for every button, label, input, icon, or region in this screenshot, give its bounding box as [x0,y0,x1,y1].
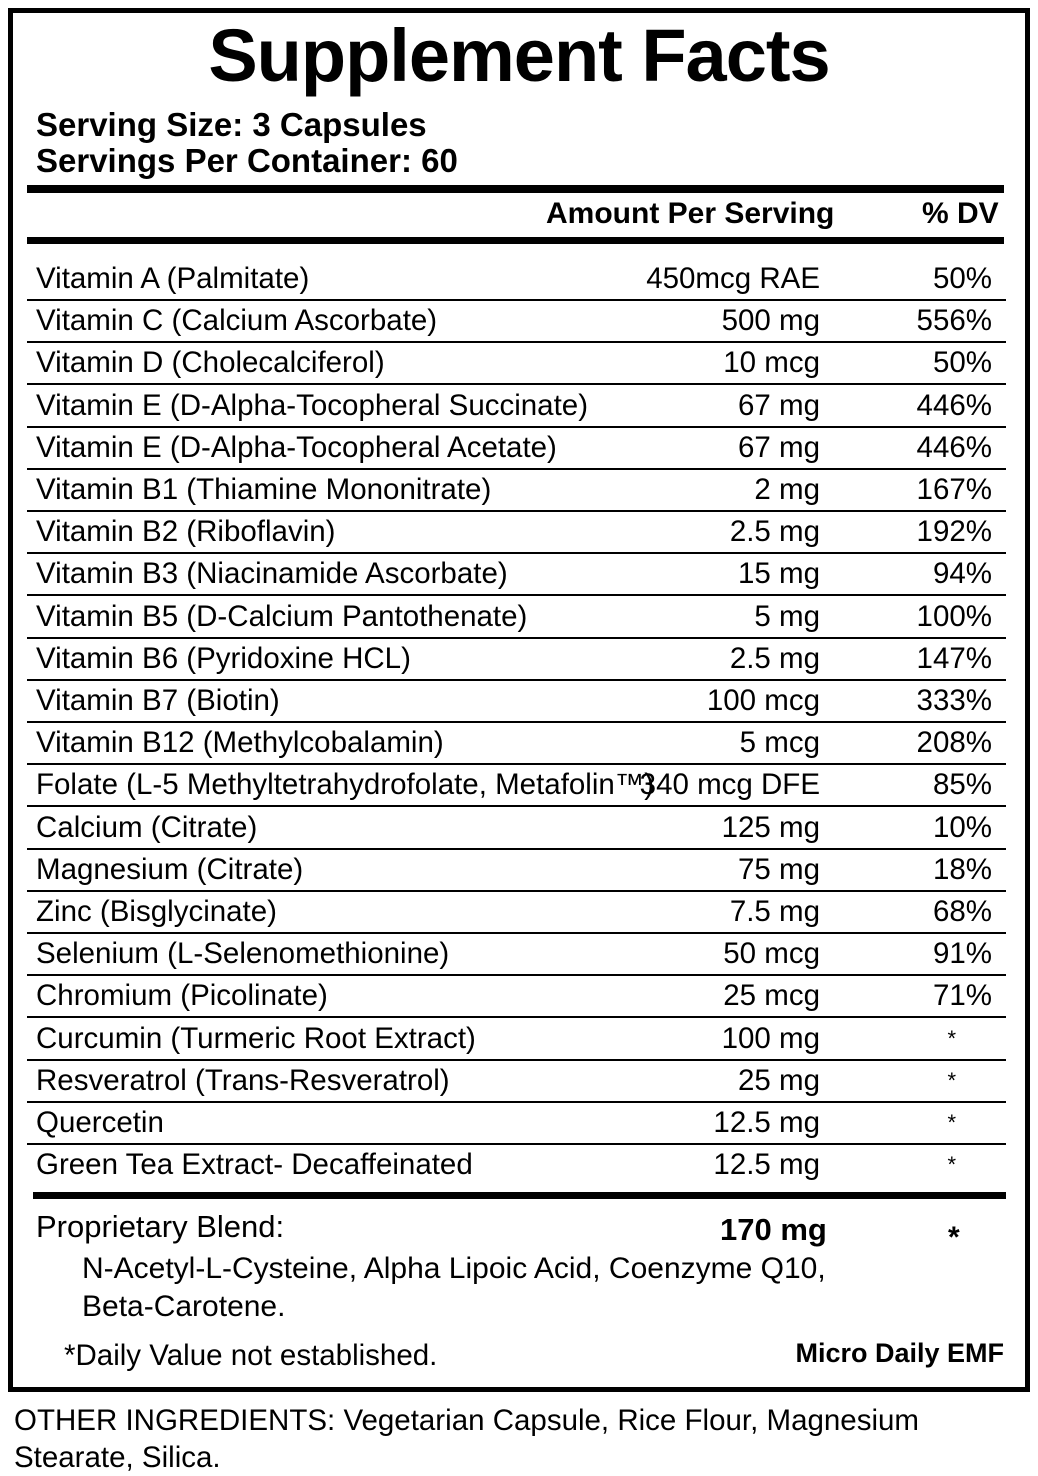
nutrient-amount: 7.5 mg [729,895,820,928]
table-row [27,343,1006,385]
nutrient-dv: * [947,1025,956,1051]
dv-column-header: % DV [922,197,999,230]
thick-divider-blend [33,1192,1006,1199]
nutrient-dv: * [947,1152,956,1178]
table-row [27,597,1006,639]
daily-value-footnote: *Daily Value not established. [64,1339,438,1372]
nutrient-amount: 500 mg [721,304,820,338]
nutrient-name: Vitamin B6 (Pyridoxine HCL) [36,641,411,675]
nutrient-name: Vitamin B1 (Thiamine Mononitrate) [36,473,492,506]
nutrient-name: Vitamin A (Palmitate) [36,262,310,295]
nutrient-amount: 125 mg [721,810,820,844]
nutrient-dv: 91% [932,937,992,971]
nutrient-dv: 68% [932,895,992,928]
nutrient-dv: 10% [932,810,992,844]
nutrient-amount: 10 mcg [723,346,820,380]
nutrient-amount: 100 mcg [706,684,820,717]
servings-per-container: Servings Per Container: 60 [36,142,458,179]
nutrient-dv: 167% [916,473,992,506]
nutrient-amount: 2.5 mg [729,515,820,549]
nutrient-name: Vitamin D (Cholecalciferol) [36,346,385,380]
nutrient-name: Vitamin C (Calcium Ascorbate) [36,304,438,338]
nutrient-name: Selenium (L-Selenomethionine) [36,937,450,971]
nutrient-dv: 100% [916,599,992,633]
table-row [27,808,1006,850]
table-row [27,1103,1006,1145]
table-row [27,1019,1006,1061]
nutrient-dv: 71% [932,979,992,1013]
blend-label: Proprietary Blend: [36,1209,285,1244]
nutrient-dv: 446% [916,430,992,464]
blend-amount: 170 mg [720,1212,827,1247]
nutrient-dv: 147% [916,641,992,675]
nutrient-name: Vitamin B12 (Methylcobalamin) [36,726,444,760]
nutrient-dv: * [947,1067,956,1093]
nutrient-name: Vitamin E (D-Alpha-Tocopheral Acetate) [36,430,557,464]
amount-column-header: Amount Per Serving [546,197,835,230]
table-row [27,723,1006,765]
nutrient-name: Vitamin B7 (Biotin) [36,684,280,717]
nutrient-dv: 85% [932,768,992,802]
nutrient-name: Green Tea Extract- Decaffeinated [36,1148,473,1182]
table-row [27,512,1006,554]
nutrient-amount: 67 mg [738,430,820,464]
table-row [27,765,1006,807]
table-row [27,892,1006,934]
nutrient-amount: 25 mg [738,1063,820,1097]
nutrient-name: Vitamin E (D-Alpha-Tocopheral Succinate) [36,388,589,422]
table-row [27,850,1006,892]
serving-size: Serving Size: 3 Capsules [36,106,427,143]
label-title: Supplement Facts [208,14,830,97]
table-row [27,428,1006,470]
thick-divider-top [27,185,1004,193]
blend-ingredients: N-Acetyl-L-Cysteine, Alpha Lipoic Acid, Coenzyme Q10, Beta-Carotene. [82,1252,826,1323]
nutrient-dv: 192% [916,515,992,549]
nutrient-amount: 67 mg [738,388,820,422]
nutrient-amount: 12.5 mg [713,1148,820,1182]
nutrient-name: Vitamin B3 (Niacinamide Ascorbate) [36,557,508,591]
nutrient-amount: 2.5 mg [729,641,820,675]
nutrient-dv: 446% [916,388,992,422]
nutrient-amount: 100 mg [721,1021,820,1055]
table-row [27,470,1006,512]
nutrient-amount: 12.5 mg [713,1106,820,1139]
table-row [27,1145,1006,1187]
nutrient-name: Zinc (Bisglycinate) [36,895,277,928]
nutrient-amount: 15 mg [738,557,820,591]
nutrient-name: Curcumin (Turmeric Root Extract) [36,1021,476,1055]
nutrient-amount: 5 mg [754,599,820,633]
nutrient-dv: 94% [932,557,992,591]
other-ingredients: OTHER INGREDIENTS: Vegetarian Capsule, Rice Flour, Magnesium Stearate, Silica. [14,1404,919,1474]
nutrient-dv: 18% [932,852,992,886]
table-row [27,259,1006,301]
nutrient-amount: 340 mcg DFE [639,768,820,802]
nutrient-name: Vitamin B2 (Riboflavin) [36,515,336,549]
table-row [27,1061,1006,1103]
nutrient-dv: 556% [916,304,992,338]
nutrient-amount: 25 mcg [723,979,820,1013]
brand-name: Micro Daily EMF [795,1338,1004,1368]
nutrient-name: Calcium (Citrate) [36,810,258,844]
table-row [27,301,1006,343]
nutrient-amount: 2 mg [754,473,820,506]
nutrient-amount: 450mcg RAE [646,262,820,295]
nutrient-amount: 5 mcg [739,726,820,760]
nutrient-dv: 50% [932,262,992,295]
nutrient-name: Vitamin B5 (D-Calcium Pantothenate) [36,599,528,633]
nutrient-name: Quercetin [36,1106,164,1139]
nutrient-amount: 50 mcg [723,937,820,971]
table-row [27,681,1006,723]
table-row [27,976,1006,1018]
nutrient-name: Resveratrol (Trans-Resveratrol) [36,1063,450,1097]
nutrient-dv: 50% [932,346,992,380]
nutrient-name: Magnesium (Citrate) [36,852,304,886]
nutrient-dv: 333% [916,684,992,717]
nutrient-dv: * [947,1110,956,1135]
nutrient-name: Chromium (Picolinate) [36,979,328,1013]
table-row [27,639,1006,681]
thick-divider-header [27,237,1004,244]
table-row [27,934,1006,976]
blend-dv: * [948,1221,960,1254]
table-row [27,386,1006,428]
nutrient-name: Folate (L-5 Methyltetrahydrofolate, Metafolin™) [36,768,655,802]
nutrient-dv: 208% [916,726,992,760]
table-row [27,554,1006,596]
nutrient-amount: 75 mg [738,852,820,886]
